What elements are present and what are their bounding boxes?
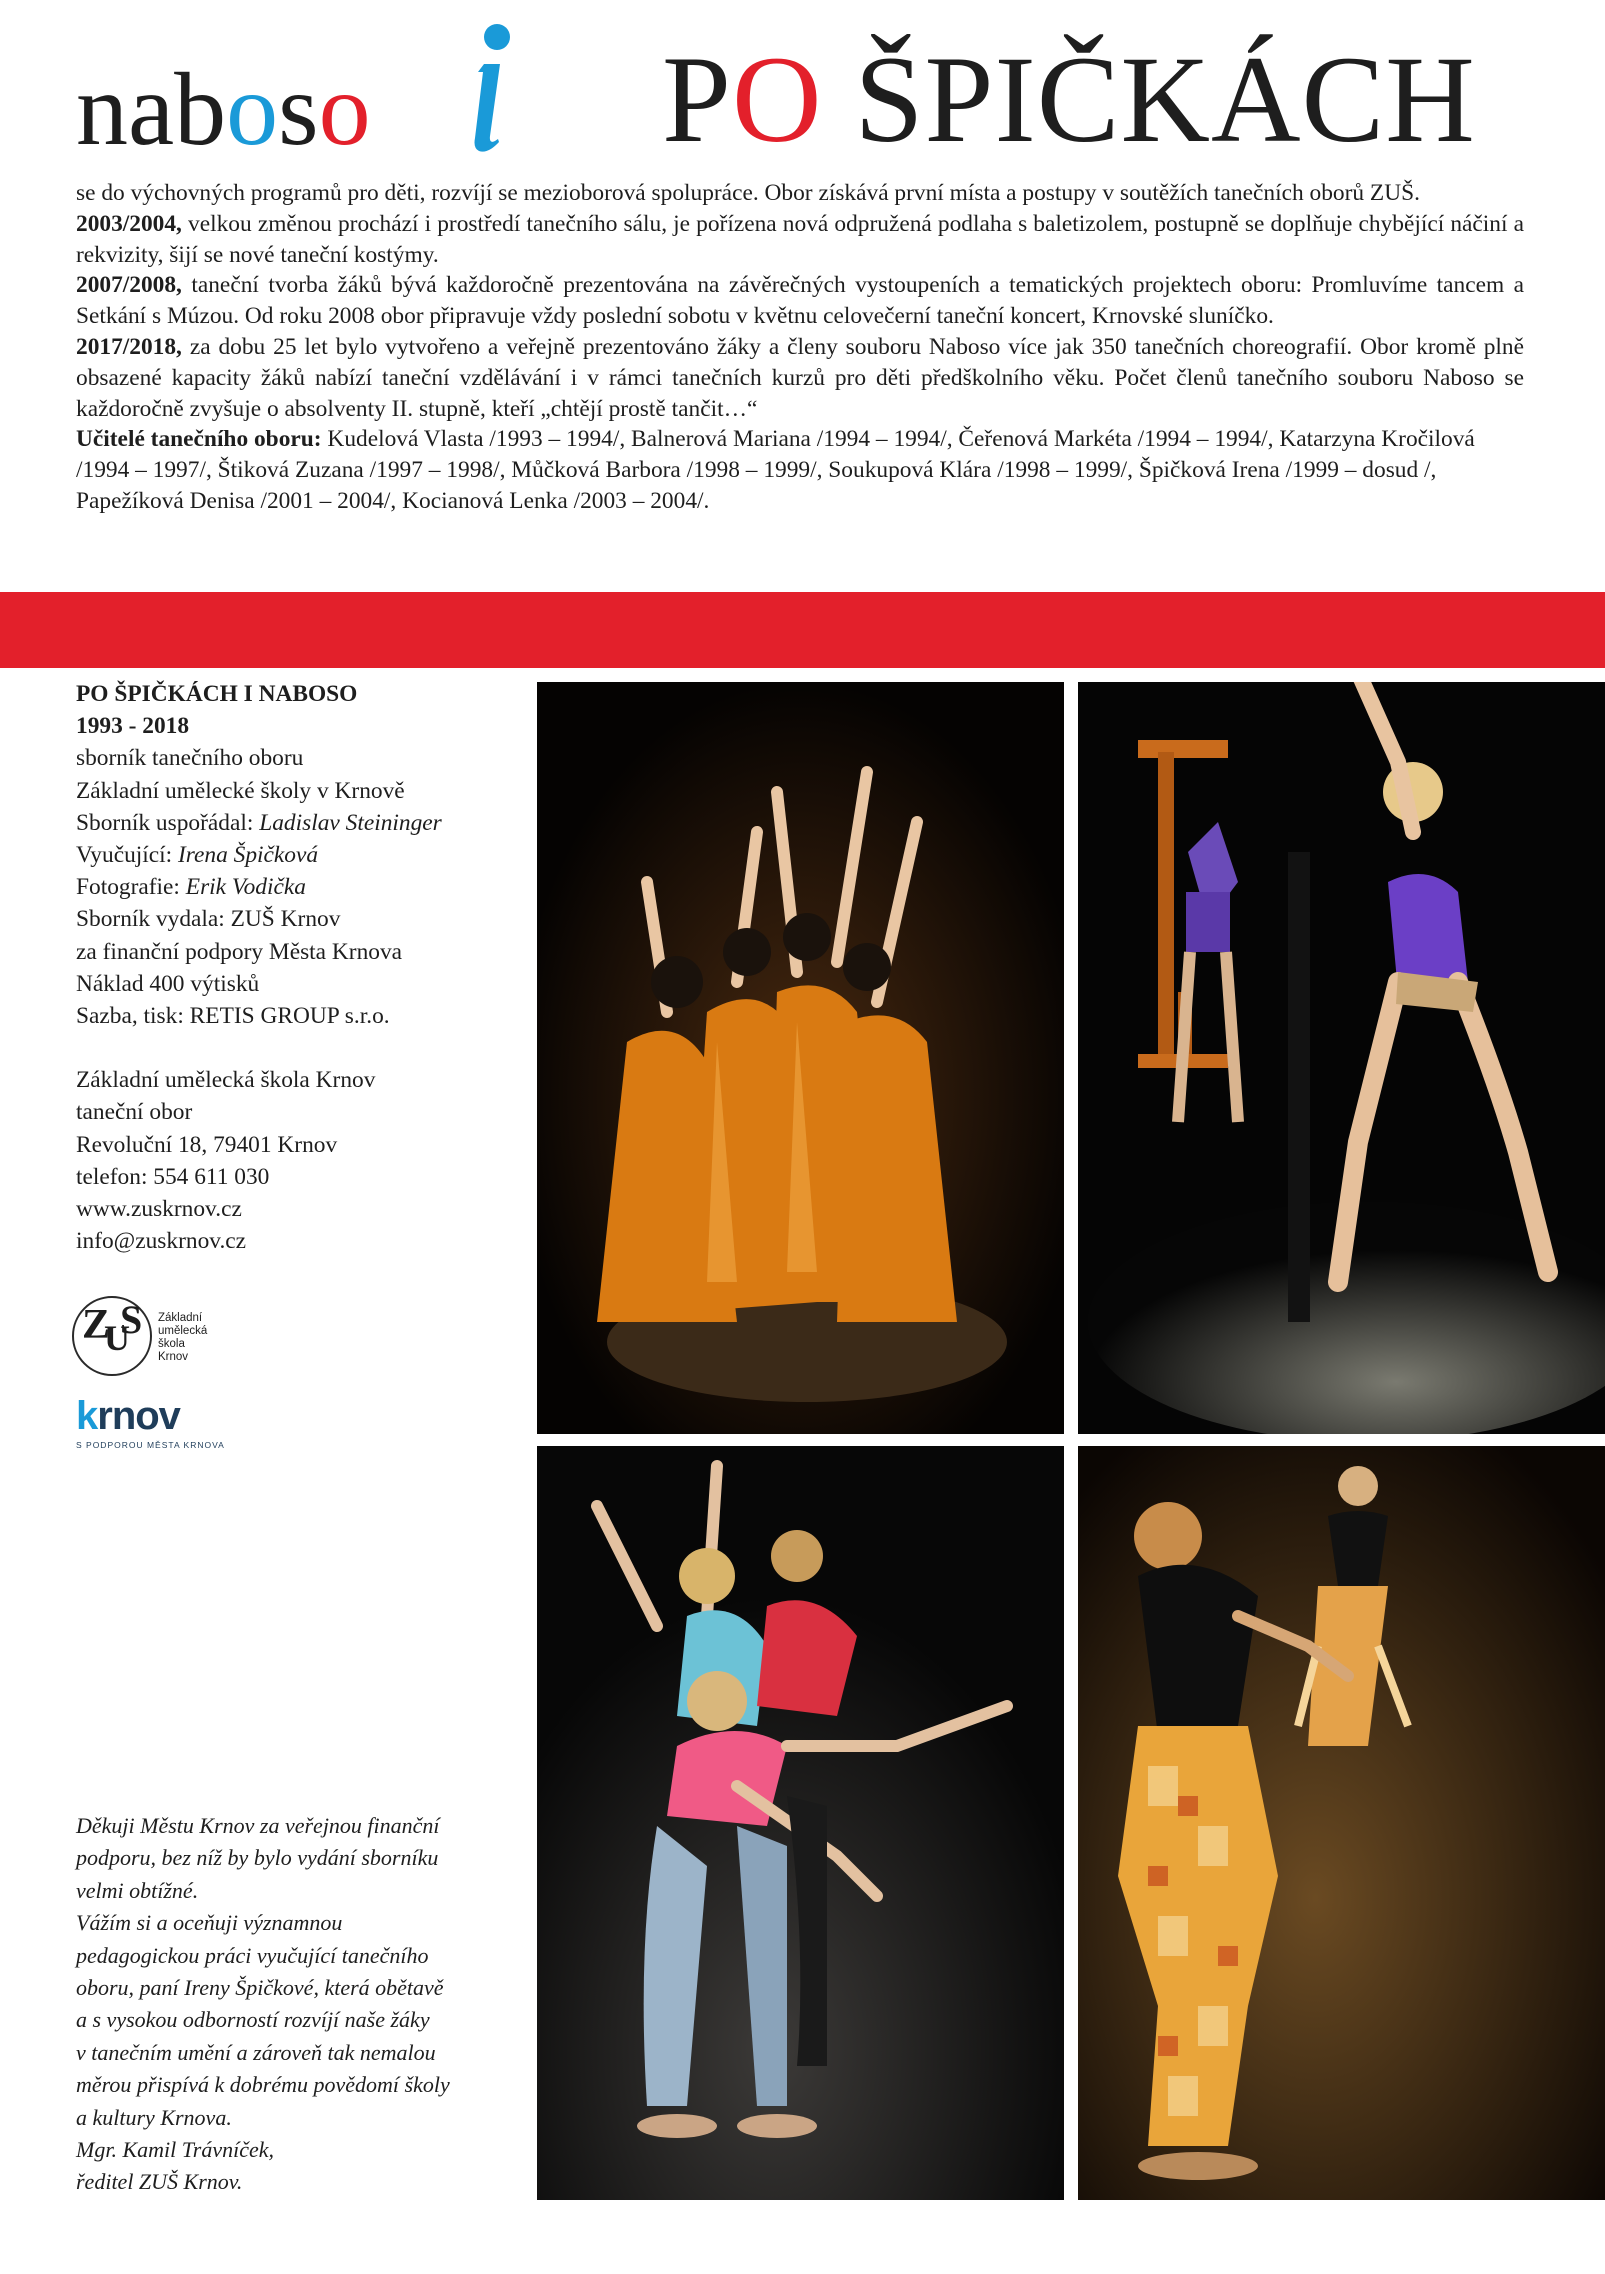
zus-logo-line: umělecká	[158, 1325, 208, 1337]
zus-logo-line: Krnov	[158, 1351, 189, 1363]
naboso-wordmark	[76, 52, 371, 167]
photographer-name: Erik Vodička	[185, 874, 306, 901]
thanks-line: v tanečním umění a zároveň tak nemalou	[76, 2039, 436, 2065]
year-2007: 2007/2008,	[76, 272, 182, 299]
email-link[interactable]: info@zuskrnov.cz	[76, 1228, 247, 1255]
title-rest: ŠPIČKÁCH	[822, 31, 1476, 168]
krnov-k: k	[76, 1394, 98, 1438]
photographer-label: Fotografie:	[76, 874, 186, 901]
dance-group-orange-dresses-photo	[537, 682, 1064, 1434]
intro-p3: taneční tvorba žáků bývá každoročně prezentována na závěrečných vystoupeních a tematických projektech oboru: Promluvíme tancem a Setkání s Múzou. Od roku 2008 obor připravuje vždy poslední sobotu v květnu celovečerní taneční koncert, Krnovské sluníčko.	[76, 272, 1524, 330]
intro-paragraph	[76, 178, 1524, 209]
thanks-line: pedagogickou práci vyučující tanečního	[76, 1942, 429, 1968]
zus-logo-line: Základní	[158, 1312, 203, 1324]
teachers-heading: Učitelé tanečního oboru:	[76, 426, 322, 453]
address-line: taneční obor	[76, 1099, 193, 1126]
zus-logo	[72, 1296, 262, 1380]
naboso-o-red: o	[318, 52, 371, 167]
signature-role: ředitel ZUŠ Krnov.	[76, 2169, 243, 2195]
colophon-line: Základní umělecké školy v Krnově	[76, 777, 405, 804]
intro-p2: velkou změnou prochází i prostředí tanečního sálu, je pořízena nová odpružená podlaha s baletizolem, postupně se doplňuje chybějící náčiní a rekvizity, šijí se nové taneční kostýmy.	[76, 210, 1524, 268]
page-title	[662, 31, 1476, 168]
zus-monogram-icon: Z U S	[72, 1296, 152, 1376]
i-conjunction-mark	[470, 24, 510, 156]
address-line: Revoluční 18, 79401 Krnov	[76, 1131, 338, 1158]
address-line: Základní umělecká škola Krnov	[76, 1067, 376, 1094]
colophon-line: Sazba, tisk: RETIS GROUP s.r.o.	[76, 1003, 390, 1030]
colophon-years: 1993 - 2018	[76, 713, 190, 740]
year-2017: 2017/2018,	[76, 333, 182, 360]
thanks-line: Děkuji Městu Krnov za veřejnou finanční	[76, 1813, 440, 1838]
colophon-photographer	[76, 871, 546, 903]
colophon-line: za finanční podpory Města Krnova	[76, 938, 403, 965]
red-divider-band	[0, 592, 1605, 668]
thanks-line: oboru, paní Ireny Špičkové, která obětavě	[76, 1975, 444, 2001]
masthead	[0, 0, 1605, 175]
colophon-line: Náklad 400 výtisků	[76, 970, 260, 997]
krnov-wordmark	[76, 1396, 236, 1436]
intro-paragraph	[76, 424, 1524, 516]
thanks-line: velmi obtížné.	[76, 1877, 199, 1903]
teacher-label: Vyučující:	[76, 842, 178, 869]
krnov-logo	[76, 1396, 236, 1450]
phone-number: telefon: 554 611 030	[76, 1163, 270, 1190]
colophon	[76, 678, 546, 1257]
thanks-line: Vážím si a oceňuji významnou	[76, 1910, 343, 1936]
dancers-purple-tops-photo	[1078, 682, 1605, 1434]
title-p: P	[662, 31, 732, 168]
i-stem-icon	[470, 24, 510, 156]
intro-p4: za dobu 25 let bylo vytvořeno a veřejně prezentováno žáky a členy souboru Naboso více jak 350 tanečních choreografií. Obor kromě plně obsazené kapacity žáků nabízí taneční vzdělávání i v rámci tanečních kurzů pro děti předškolního věku. Počet členů tanečního souboru Naboso se každoročně zvyšuje o absolventy II. stupně, kteří „chtějí prostě tančit…“	[76, 333, 1524, 422]
signature-name: Mgr. Kamil Trávníček,	[76, 2137, 274, 2163]
colophon-editor	[76, 807, 546, 839]
intro-paragraph	[76, 332, 1524, 424]
website-link[interactable]: www.zuskrnov.cz	[76, 1196, 242, 1223]
intro-text	[76, 178, 1524, 517]
naboso-o-blue: o	[226, 52, 279, 167]
dancers-bent-forward-photo	[537, 1446, 1064, 2200]
teacher-name: Irena Špičková	[178, 842, 319, 869]
intro-paragraph	[76, 270, 1524, 332]
naboso-s: s	[278, 52, 319, 167]
colophon-title: PO ŠPIČKÁCH I NABOSO	[76, 681, 358, 707]
year-2003: 2003/2004,	[76, 210, 182, 237]
editor-label: Sborník uspořádal:	[76, 809, 260, 836]
colophon-line: Sborník vydala: ZUŠ Krnov	[76, 906, 341, 933]
thanks-line: a s vysokou odborností rozvíjí naše žáky	[76, 2007, 430, 2033]
naboso-start: nab	[76, 52, 227, 167]
zus-logo-text	[158, 1312, 207, 1364]
colophon-teacher	[76, 839, 546, 871]
acknowledgement	[76, 1810, 536, 2199]
intro-paragraph	[76, 209, 1524, 271]
dancers-patterned-trousers-photo	[1078, 1446, 1605, 2200]
krnov-tagline: S PODPOROU MĚSTA KRNOVA	[76, 1440, 225, 1450]
editor-name: Ladislav Steininger	[259, 809, 442, 836]
zus-logo-line: škola	[158, 1338, 185, 1350]
thanks-line: měrou přispívá k dobrému povědomí školy	[76, 2072, 450, 2098]
teachers-list: Kudelová Vlasta /1993 – 1994/, Balnerová Mariana /1994 – 1994/, Čeřenová Markéta /1994 – 1994/, Katarzyna Kročilová /1994 – 1997/, Štiková Zuzana /1997 – 1998/, Můčková Barbora /1998 – 1999/, Soukupová Klára /1998 – 1999/, Špičková Irena /1999 – dosud /, Papežíková Denisa /2001 – 2004/, Kocianová Lenka /2003 – 2004/.	[76, 426, 1475, 514]
thanks-line: a kultury Krnova.	[76, 2104, 232, 2130]
title-o-red: O	[731, 31, 823, 168]
krnov-word: rnov	[97, 1394, 180, 1438]
thanks-line: podporu, bez níž by bylo vydání sborníku	[76, 1845, 439, 1871]
colophon-line: sborník tanečního oboru	[76, 745, 304, 772]
intro-p1: se do výchovných programů pro děti, rozvíjí se mezioborová spolupráce. Obor získává první místa a postupy v soutěžích tanečních oborů ZUŠ.	[76, 180, 1420, 206]
